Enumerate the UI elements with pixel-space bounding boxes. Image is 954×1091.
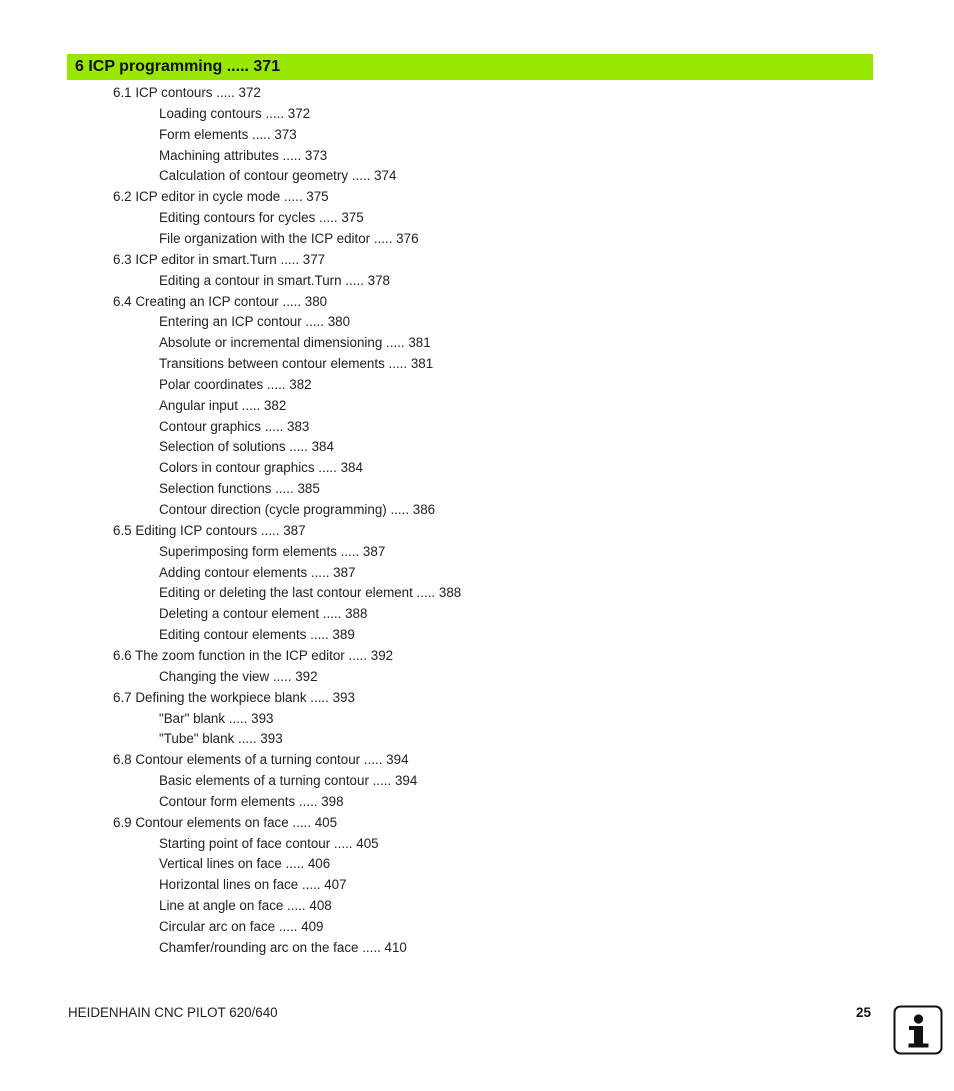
toc-subsection-entry[interactable]: Entering an ICP contour ..... 380 — [159, 314, 351, 330]
toc-subsection-entry[interactable]: Calculation of contour geometry ..... 374 — [159, 168, 397, 184]
toc-subsection-entry[interactable]: Line at angle on face ..... 408 — [159, 898, 332, 914]
toc-subsection-entry[interactable]: Starting point of face contour ..... 405 — [159, 835, 379, 851]
toc-section-entry[interactable]: 6.1 ICP contours ..... 372 — [113, 85, 261, 100]
toc-subsection-entry[interactable]: Editing contours for cycles ..... 375 — [159, 210, 364, 226]
toc-subsection-entry[interactable]: Horizontal lines on face ..... 407 — [159, 877, 347, 893]
toc-subsection-entry[interactable]: Superimposing form elements ..... 387 — [159, 543, 386, 559]
toc-subsection-entry[interactable]: Angular input ..... 382 — [159, 397, 287, 413]
chapter-heading — [67, 54, 873, 80]
toc-subsection-entry[interactable]: Loading contours ..... 372 — [159, 105, 311, 121]
toc-subsection-entry[interactable]: Selection functions ..... 385 — [159, 481, 320, 497]
toc-section-entry[interactable]: 6.4 Creating an ICP contour ..... 380 — [113, 293, 328, 309]
toc-subsection-entry[interactable]: Editing contour elements ..... 389 — [159, 627, 355, 643]
toc-subsection-entry[interactable]: Editing or deleting the last contour element ..... 388 — [159, 585, 462, 601]
toc-subsection-entry[interactable]: Adding contour elements ..... 387 — [159, 564, 356, 580]
toc-section-entry[interactable]: 6.3 ICP editor in smart.Turn ..... 377 — [113, 251, 326, 267]
toc-subsection-entry[interactable]: File organization with the ICP editor ..... 376 — [159, 230, 419, 246]
toc-subsection-entry[interactable]: Polar coordinates ..... 382 — [159, 376, 312, 392]
toc-subsection-entry[interactable]: Chamfer/rounding arc on the face ..... 410 — [159, 939, 407, 955]
toc-subsection-entry[interactable]: Contour form elements ..... 398 — [159, 793, 344, 809]
footer-product: HEIDENHAIN CNC PILOT 620/640 — [68, 1005, 278, 1020]
toc-subsection-entry[interactable]: Colors in contour graphics ..... 384 — [159, 460, 363, 476]
toc-section-entry[interactable]: 6.2 ICP editor in cycle mode ..... 375 — [113, 189, 329, 205]
toc-subsection-entry[interactable]: Contour direction (cycle programming) ..... 386 — [159, 502, 436, 517]
chapter-title: 6 ICP programming ..... 371 — [75, 58, 281, 75]
toc-subsection-entry[interactable]: Transitions between contour elements ..... 381 — [159, 356, 434, 372]
toc-section-entry[interactable]: 6.7 Defining the workpiece blank ..... 393 — [113, 689, 355, 705]
toc-subsection-entry[interactable]: Changing the view ..... 392 — [159, 668, 318, 684]
toc-subsection-entry[interactable]: Editing a contour in smart.Turn ..... 378 — [159, 272, 390, 288]
toc-section-entry[interactable]: 6.8 Contour elements of a turning contour ..... 394 — [113, 752, 409, 768]
toc-subsection-entry[interactable]: Circular arc on face ..... 409 — [159, 919, 324, 934]
toc-subsection-entry[interactable]: Vertical lines on face ..... 406 — [159, 856, 331, 872]
info-icon[interactable] — [893, 1005, 943, 1055]
toc-subsection-entry[interactable]: Machining attributes ..... 373 — [159, 147, 328, 163]
toc-section-entry[interactable]: 6.5 Editing ICP contours ..... 387 — [113, 522, 306, 538]
toc-subsection-entry[interactable]: Deleting a contour element ..... 388 — [159, 606, 368, 622]
page-number: 25 — [856, 1005, 871, 1020]
toc-subsection-entry[interactable]: Contour graphics ..... 383 — [159, 418, 310, 434]
toc-subsection-entry[interactable]: Selection of solutions ..... 384 — [159, 439, 334, 455]
toc-subsection-entry[interactable]: "Tube" blank ..... 393 — [159, 731, 283, 747]
toc-section-entry[interactable]: 6.9 Contour elements on face ..... 405 — [113, 814, 338, 830]
toc-subsection-entry[interactable]: Basic elements of a turning contour ..... 394 — [159, 773, 418, 789]
toc-subsection-entry[interactable]: "Bar" blank ..... 393 — [159, 710, 274, 726]
toc-subsection-entry[interactable]: Absolute or incremental dimensioning ..... 381 — [159, 335, 431, 351]
toc-subsection-entry[interactable]: Form elements ..... 373 — [159, 126, 297, 142]
toc-section-entry[interactable]: 6.6 The zoom function in the ICP editor ..... 392 — [113, 647, 394, 663]
